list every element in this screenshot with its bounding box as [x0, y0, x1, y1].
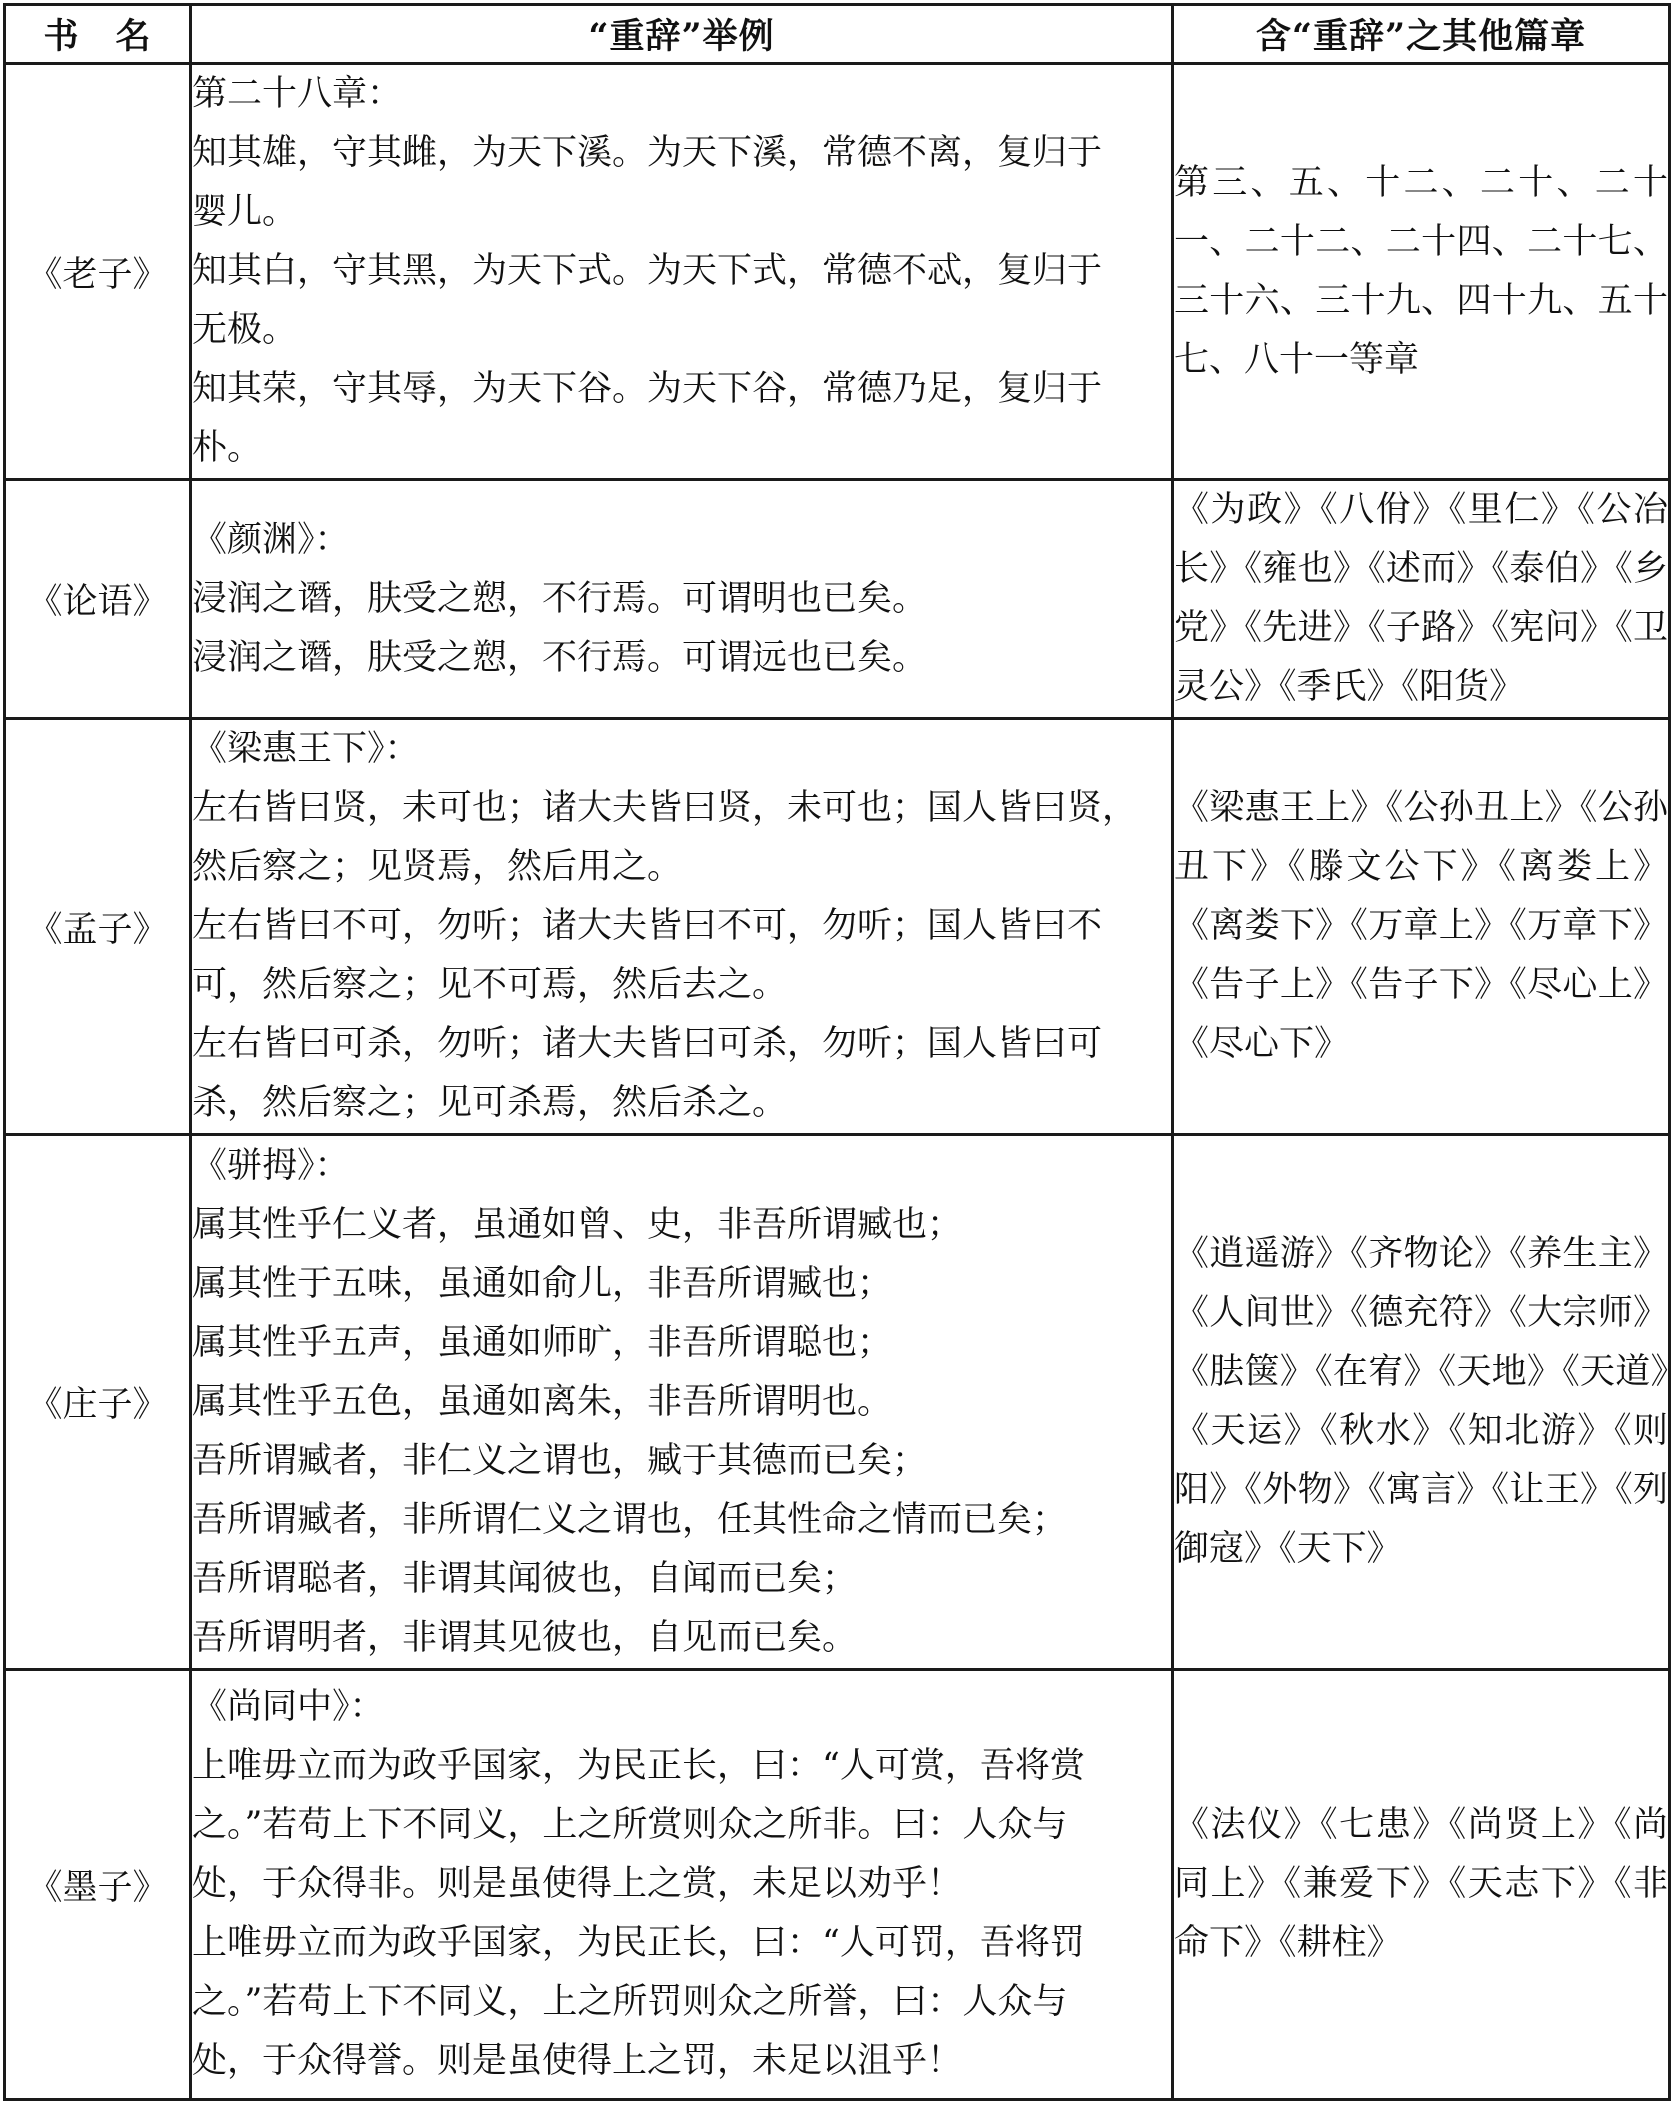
example-line: 属其性于五味，虽通如俞儿，非吾所谓臧也； [192, 1263, 893, 1304]
book-name: 《老子》 [5, 64, 191, 480]
header-other-chapters: 含“重辞”之其他篇章 [1173, 5, 1670, 64]
example-cell [191, 1135, 1173, 1670]
example-cell [191, 64, 1173, 480]
example-line: 《尚同中》： [192, 1687, 385, 1727]
table-row [5, 64, 1670, 480]
example-line: 杀，然后察之；见可杀焉，然后杀之。 [192, 1083, 788, 1123]
example-line: 第二十八章： [192, 74, 403, 114]
example-line: 吾所谓聪者，非谓其闻彼也，自闻而已矣； [192, 1558, 858, 1599]
example-line: 朴。 [192, 428, 263, 468]
example-line: 知其白，守其黑，为天下式。为天下式，常德不忒，复归于 [192, 251, 1103, 291]
example-line: 可，然后察之；见不可焉，然后去之。 [192, 965, 788, 1005]
example-line: 属其性乎仁义者，虽通如曾、史，非吾所谓臧也； [192, 1204, 963, 1245]
table-row [5, 480, 1670, 719]
table-row [5, 1135, 1670, 1670]
table-body [5, 64, 1670, 2100]
example-line: 左右皆曰可杀，勿听；诸大夫皆曰可杀，勿听；国人皆曰可 [192, 1024, 1103, 1064]
example-line: 左右皆曰贤，未可也；诸大夫皆曰贤，未可也；国人皆曰贤， [192, 788, 1138, 828]
example-line: 《梁惠王下》： [192, 729, 420, 769]
example-line: 然后察之；见贤焉，然后用之。 [192, 847, 683, 887]
example-line: 吾所谓臧者，非仁义之谓也，臧于其德而已矣； [192, 1440, 928, 1481]
example-line: 左右皆曰不可，勿听；诸大夫皆曰不可，勿听；国人皆曰不 [192, 906, 1103, 946]
example-cell [191, 719, 1173, 1135]
example-line: 之。”若苟上下不同义，上之所赏则众之所非。曰：人众与 [192, 1805, 1068, 1845]
example-line: 无极。 [192, 310, 298, 350]
other-chapters: 《逍遥游》《齐物论》《养生主》《人间世》《德充符》《大宗师》《胠箧》《在宥》《天地》《天道》《天运》《秋水》《知北游》《则阳》《外物》《寓言》《让王》《列御寇》《天下》 [1173, 1135, 1670, 1670]
example-line: 属其性乎五声，虽通如师旷，非吾所谓聪也； [192, 1322, 893, 1363]
example-line: 上唯毋立而为政乎国家，为民正长，曰：“人可赏，吾将赏 [192, 1746, 1085, 1786]
example-line: 属其性乎五色，虽通如离朱，非吾所谓明也。 [192, 1381, 893, 1422]
example-line: 《颜渊》： [192, 519, 350, 560]
example-line: 婴儿。 [192, 192, 298, 232]
header-example: “重辞”举例 [191, 5, 1173, 64]
example-line: 知其雄，守其雌，为天下溪。为天下溪，常德不离，复归于 [192, 133, 1103, 173]
other-chapters: 《法仪》《七患》《尚贤上》《尚同上》《兼爱下》《天志下》《非命下》《耕柱》 [1173, 1670, 1670, 2100]
book-name: 《论语》 [5, 480, 191, 719]
example-line: 之。”若苟上下不同义，上之所罚则众之所誉，曰：人众与 [192, 1982, 1068, 2022]
example-line: 处，于众得誉。则是虽使得上之罚，未足以沮乎！ [192, 2041, 963, 2081]
example-line: 吾所谓明者，非谓其见彼也，自见而已矣。 [192, 1617, 858, 1658]
table-row [5, 1670, 1670, 2100]
book-name: 《庄子》 [5, 1135, 191, 1670]
header-row [5, 5, 1670, 64]
other-chapters: 第三、五、十二、二十、二十一、二十二、二十四、二十七、三十六、三十九、四十九、五十七、八十一等章 [1173, 64, 1670, 480]
example-line: 上唯毋立而为政乎国家，为民正长，曰：“人可罚，吾将罚 [192, 1923, 1085, 1963]
example-line: 吾所谓臧者，非所谓仁义之谓也，任其性命之情而已矣； [192, 1499, 1068, 1540]
other-chapters: 《梁惠王上》《公孙丑上》《公孙丑下》《滕文公下》《离娄上》《离娄下》《万章上》《万章下》《告子上》《告子下》《尽心上》《尽心下》 [1173, 719, 1670, 1135]
other-chapters: 《为政》《八佾》《里仁》《公冶长》《雍也》《述而》《泰伯》《乡党》《先进》《子路》《宪问》《卫灵公》《季氏》《阳货》 [1173, 480, 1670, 719]
table-header [5, 5, 1670, 64]
example-line: 浸润之谮，肤受之愬，不行焉。可谓远也已矣。 [192, 637, 928, 678]
example-line: 知其荣，守其辱，为天下谷。为天下谷，常德乃足，复归于 [192, 369, 1103, 409]
header-book: 书 名 [5, 5, 191, 64]
example-line: 《骈拇》： [192, 1145, 350, 1186]
example-cell [191, 480, 1173, 719]
book-name: 《墨子》 [5, 1670, 191, 2100]
table-row [5, 719, 1670, 1135]
book-name: 《孟子》 [5, 719, 191, 1135]
example-line: 处，于众得非。则是虽使得上之赏，未足以劝乎！ [192, 1864, 963, 1904]
chongci-table [3, 3, 1671, 2101]
example-cell [191, 1670, 1173, 2100]
example-line: 浸润之谮，肤受之愬，不行焉。可谓明也已矣。 [192, 578, 928, 619]
